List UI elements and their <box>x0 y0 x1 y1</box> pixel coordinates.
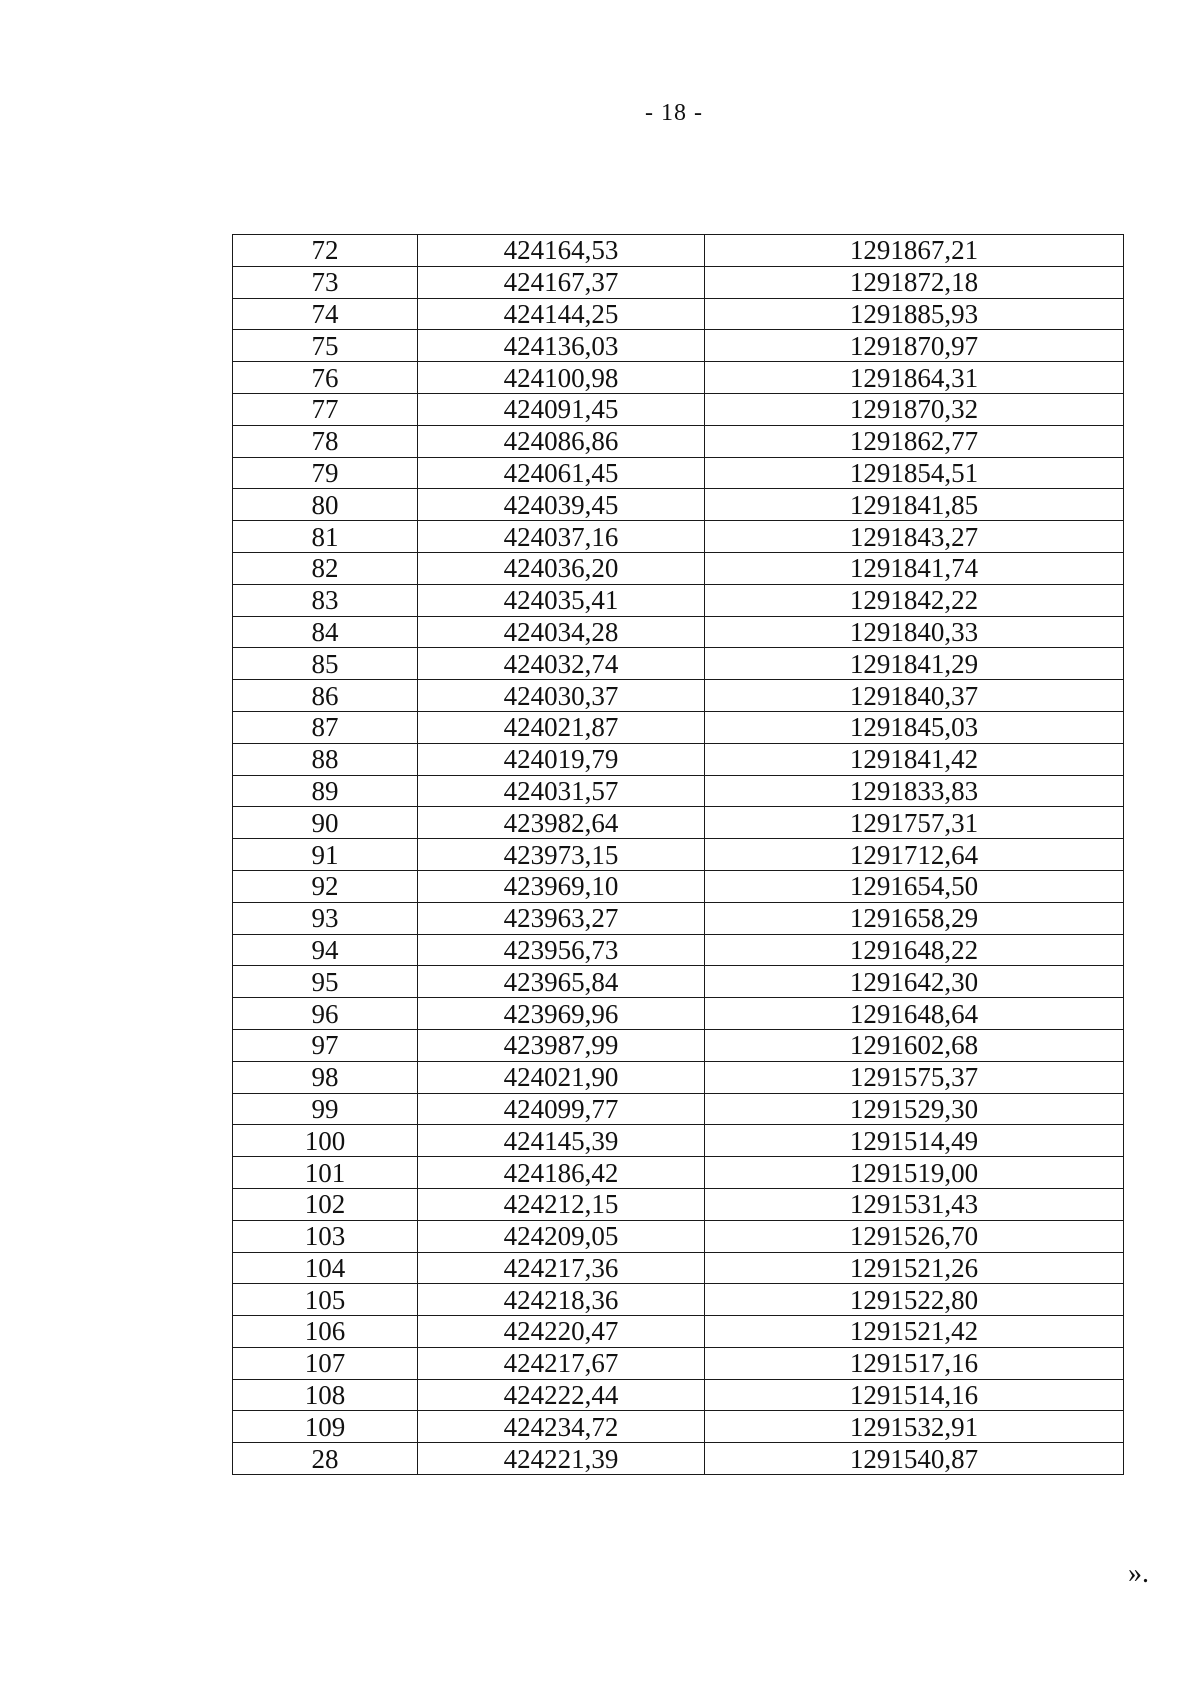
table-row <box>233 775 1124 807</box>
table-row <box>233 393 1124 425</box>
x-coordinate-cell: 424136,03 <box>418 330 705 362</box>
y-coordinate-cell: 1291867,21 <box>705 235 1124 267</box>
x-coordinate-cell: 424220,47 <box>418 1316 705 1348</box>
y-coordinate-cell: 1291529,30 <box>705 1093 1124 1125</box>
point-number-cell: 101 <box>233 1157 418 1189</box>
table-row <box>233 298 1124 330</box>
point-number-cell: 84 <box>233 616 418 648</box>
table-row <box>233 1284 1124 1316</box>
y-coordinate-cell: 1291843,27 <box>705 521 1124 553</box>
y-coordinate-cell: 1291519,00 <box>705 1157 1124 1189</box>
x-coordinate-cell: 424031,57 <box>418 775 705 807</box>
x-coordinate-cell: 424212,15 <box>418 1188 705 1220</box>
point-number-cell: 73 <box>233 266 418 298</box>
y-coordinate-cell: 1291872,18 <box>705 266 1124 298</box>
table-row <box>233 1157 1124 1189</box>
point-number-cell: 92 <box>233 870 418 902</box>
table-row <box>233 1252 1124 1284</box>
x-coordinate-cell: 424039,45 <box>418 489 705 521</box>
table-row <box>233 616 1124 648</box>
y-coordinate-cell: 1291757,31 <box>705 807 1124 839</box>
y-coordinate-cell: 1291885,93 <box>705 298 1124 330</box>
table-row <box>233 870 1124 902</box>
point-number-cell: 91 <box>233 839 418 871</box>
y-coordinate-cell: 1291522,80 <box>705 1284 1124 1316</box>
x-coordinate-cell: 424222,44 <box>418 1379 705 1411</box>
table-row <box>233 362 1124 394</box>
y-coordinate-cell: 1291864,31 <box>705 362 1124 394</box>
closing-quote-mark: ». <box>1128 1558 1149 1589</box>
page-number: - 18 - <box>645 100 703 126</box>
table-row <box>233 521 1124 553</box>
table-row <box>233 1125 1124 1157</box>
point-number-cell: 99 <box>233 1093 418 1125</box>
y-coordinate-cell: 1291854,51 <box>705 457 1124 489</box>
x-coordinate-cell: 424218,36 <box>418 1284 705 1316</box>
coordinates-table <box>232 234 1124 1475</box>
table-row <box>233 966 1124 998</box>
point-number-cell: 76 <box>233 362 418 394</box>
y-coordinate-cell: 1291862,77 <box>705 425 1124 457</box>
table-row <box>233 1443 1124 1475</box>
table-row <box>233 998 1124 1030</box>
point-number-cell: 100 <box>233 1125 418 1157</box>
point-number-cell: 86 <box>233 680 418 712</box>
y-coordinate-cell: 1291845,03 <box>705 711 1124 743</box>
table-row <box>233 839 1124 871</box>
point-number-cell: 98 <box>233 1061 418 1093</box>
y-coordinate-cell: 1291514,16 <box>705 1379 1124 1411</box>
x-coordinate-cell: 424019,79 <box>418 743 705 775</box>
table-row <box>233 1411 1124 1443</box>
y-coordinate-cell: 1291517,16 <box>705 1347 1124 1379</box>
y-coordinate-cell: 1291648,22 <box>705 934 1124 966</box>
y-coordinate-cell: 1291514,49 <box>705 1125 1124 1157</box>
y-coordinate-cell: 1291870,32 <box>705 393 1124 425</box>
y-coordinate-cell: 1291841,74 <box>705 552 1124 584</box>
table-row <box>233 902 1124 934</box>
y-coordinate-cell: 1291521,26 <box>705 1252 1124 1284</box>
y-coordinate-cell: 1291642,30 <box>705 966 1124 998</box>
y-coordinate-cell: 1291531,43 <box>705 1188 1124 1220</box>
point-number-cell: 102 <box>233 1188 418 1220</box>
table-row <box>233 457 1124 489</box>
x-coordinate-cell: 423969,10 <box>418 870 705 902</box>
table-row <box>233 1347 1124 1379</box>
x-coordinate-cell: 423987,99 <box>418 1029 705 1061</box>
point-number-cell: 109 <box>233 1411 418 1443</box>
table-row <box>233 235 1124 267</box>
point-number-cell: 96 <box>233 998 418 1030</box>
y-coordinate-cell: 1291521,42 <box>705 1316 1124 1348</box>
point-number-cell: 94 <box>233 934 418 966</box>
x-coordinate-cell: 424217,67 <box>418 1347 705 1379</box>
table-row <box>233 330 1124 362</box>
y-coordinate-cell: 1291658,29 <box>705 902 1124 934</box>
point-number-cell: 74 <box>233 298 418 330</box>
point-number-cell: 93 <box>233 902 418 934</box>
x-coordinate-cell: 423969,96 <box>418 998 705 1030</box>
point-number-cell: 103 <box>233 1220 418 1252</box>
point-number-cell: 95 <box>233 966 418 998</box>
y-coordinate-cell: 1291526,70 <box>705 1220 1124 1252</box>
point-number-cell: 75 <box>233 330 418 362</box>
point-number-cell: 80 <box>233 489 418 521</box>
point-number-cell: 105 <box>233 1284 418 1316</box>
x-coordinate-cell: 423973,15 <box>418 839 705 871</box>
x-coordinate-cell: 424032,74 <box>418 648 705 680</box>
table-row <box>233 1188 1124 1220</box>
point-number-cell: 104 <box>233 1252 418 1284</box>
x-coordinate-cell: 424221,39 <box>418 1443 705 1475</box>
x-coordinate-cell: 424234,72 <box>418 1411 705 1443</box>
point-number-cell: 83 <box>233 584 418 616</box>
table-row <box>233 266 1124 298</box>
table-row <box>233 1379 1124 1411</box>
y-coordinate-cell: 1291602,68 <box>705 1029 1124 1061</box>
point-number-cell: 85 <box>233 648 418 680</box>
y-coordinate-cell: 1291833,83 <box>705 775 1124 807</box>
table-row <box>233 1316 1124 1348</box>
y-coordinate-cell: 1291712,64 <box>705 839 1124 871</box>
x-coordinate-cell: 424164,53 <box>418 235 705 267</box>
table-row <box>233 1220 1124 1252</box>
y-coordinate-cell: 1291840,33 <box>705 616 1124 648</box>
x-coordinate-cell: 423982,64 <box>418 807 705 839</box>
table-row <box>233 584 1124 616</box>
table-row <box>233 489 1124 521</box>
y-coordinate-cell: 1291532,91 <box>705 1411 1124 1443</box>
point-number-cell: 89 <box>233 775 418 807</box>
coordinates-table-body <box>233 235 1124 1475</box>
y-coordinate-cell: 1291840,37 <box>705 680 1124 712</box>
y-coordinate-cell: 1291648,64 <box>705 998 1124 1030</box>
point-number-cell: 88 <box>233 743 418 775</box>
x-coordinate-cell: 424021,87 <box>418 711 705 743</box>
y-coordinate-cell: 1291540,87 <box>705 1443 1124 1475</box>
x-coordinate-cell: 424021,90 <box>418 1061 705 1093</box>
x-coordinate-cell: 424100,98 <box>418 362 705 394</box>
table-row <box>233 743 1124 775</box>
x-coordinate-cell: 424145,39 <box>418 1125 705 1157</box>
table-row <box>233 1029 1124 1061</box>
point-number-cell: 82 <box>233 552 418 584</box>
table-row <box>233 934 1124 966</box>
point-number-cell: 108 <box>233 1379 418 1411</box>
point-number-cell: 28 <box>233 1443 418 1475</box>
x-coordinate-cell: 424034,28 <box>418 616 705 648</box>
x-coordinate-cell: 424086,86 <box>418 425 705 457</box>
point-number-cell: 87 <box>233 711 418 743</box>
x-coordinate-cell: 424144,25 <box>418 298 705 330</box>
x-coordinate-cell: 423956,73 <box>418 934 705 966</box>
x-coordinate-cell: 424167,37 <box>418 266 705 298</box>
table-row <box>233 807 1124 839</box>
point-number-cell: 107 <box>233 1347 418 1379</box>
table-row <box>233 1061 1124 1093</box>
x-coordinate-cell: 424061,45 <box>418 457 705 489</box>
y-coordinate-cell: 1291841,85 <box>705 489 1124 521</box>
table-row <box>233 648 1124 680</box>
x-coordinate-cell: 423963,27 <box>418 902 705 934</box>
point-number-cell: 97 <box>233 1029 418 1061</box>
y-coordinate-cell: 1291841,29 <box>705 648 1124 680</box>
table-row <box>233 711 1124 743</box>
table-row <box>233 425 1124 457</box>
y-coordinate-cell: 1291870,97 <box>705 330 1124 362</box>
table-row <box>233 680 1124 712</box>
y-coordinate-cell: 1291842,22 <box>705 584 1124 616</box>
x-coordinate-cell: 424037,16 <box>418 521 705 553</box>
table-row <box>233 1093 1124 1125</box>
point-number-cell: 79 <box>233 457 418 489</box>
x-coordinate-cell: 424186,42 <box>418 1157 705 1189</box>
table-row <box>233 552 1124 584</box>
y-coordinate-cell: 1291841,42 <box>705 743 1124 775</box>
x-coordinate-cell: 424099,77 <box>418 1093 705 1125</box>
x-coordinate-cell: 424217,36 <box>418 1252 705 1284</box>
y-coordinate-cell: 1291575,37 <box>705 1061 1124 1093</box>
y-coordinate-cell: 1291654,50 <box>705 870 1124 902</box>
x-coordinate-cell: 424036,20 <box>418 552 705 584</box>
x-coordinate-cell: 424035,41 <box>418 584 705 616</box>
point-number-cell: 81 <box>233 521 418 553</box>
point-number-cell: 77 <box>233 393 418 425</box>
point-number-cell: 106 <box>233 1316 418 1348</box>
x-coordinate-cell: 424209,05 <box>418 1220 705 1252</box>
point-number-cell: 78 <box>233 425 418 457</box>
point-number-cell: 72 <box>233 235 418 267</box>
x-coordinate-cell: 424030,37 <box>418 680 705 712</box>
point-number-cell: 90 <box>233 807 418 839</box>
x-coordinate-cell: 423965,84 <box>418 966 705 998</box>
x-coordinate-cell: 424091,45 <box>418 393 705 425</box>
